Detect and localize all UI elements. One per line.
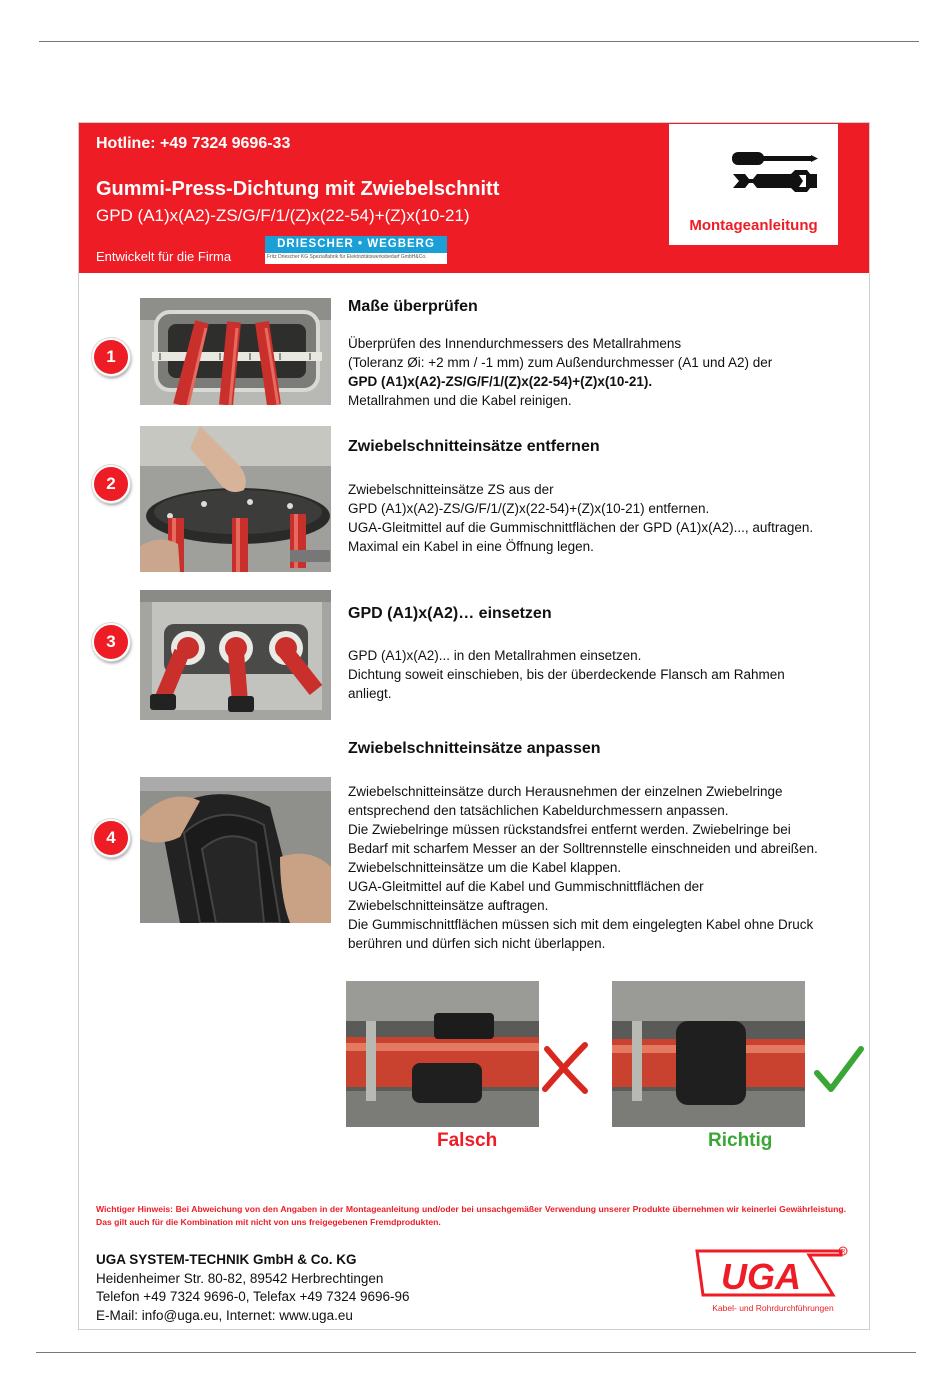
step-1-line: (Toleranz Øi: +2 mm / -1 mm) zum Außendurchmesser (A1 und A2) der xyxy=(348,355,773,370)
green-check-icon xyxy=(813,1045,865,1095)
uga-logo-tagline: Kabel- und Rohrdurchführungen xyxy=(712,1303,834,1313)
step-number-4: 4 xyxy=(92,819,130,857)
partner-logo xyxy=(265,236,447,264)
step-2-line: Zwiebelschnitteinsätze ZS aus der xyxy=(348,482,554,497)
step-3-line: Dichtung soweit einschieben, bis der überdeckende Flansch am Rahmen xyxy=(348,667,785,682)
step-4-line: Die Zwiebelringe müssen rückstandsfrei entfernt werden. Zwiebelringe bei xyxy=(348,822,791,837)
uga-logo-text: UGA xyxy=(721,1256,801,1297)
warranty-notice: Wichtiger Hinweis: Bei Abweichung von den Angaben in der Montageanleitung und/oder bei unsachgemäßer Verwendung unserer Produkte übernehmen wir keinerlei Gewährleistung. Das gilt auch für die Kombination mit nicht von uns freigegebenen Fremdprodukten. xyxy=(96,1204,846,1227)
step-4-line: Zwiebelschnitteinsätze auftragen. xyxy=(348,898,549,913)
company-contact xyxy=(96,1251,410,1325)
company-web: E-Mail: info@uga.eu, Internet: www.uga.eu xyxy=(96,1307,353,1323)
step-1-line: Überprüfen des Innendurchmessers des Metallrahmens xyxy=(348,336,682,351)
step-4-line: Bedarf mit scharfem Messer an der Solltrennstelle einschneiden und abreißen. xyxy=(348,841,818,856)
step-4-text xyxy=(348,782,873,953)
top-rule xyxy=(39,41,919,42)
assembly-guide-badge xyxy=(669,124,838,245)
assembly-guide-label: Montageanleitung xyxy=(689,217,818,234)
step-4-line: berühren und dürfen sich nicht überlappen. xyxy=(348,936,606,951)
partner-tagline: Fritz Driescher KG Spezialfabrik für Elektrizitätswerksbedarf GmbH&Co. xyxy=(267,254,427,260)
screwdriver-wrench-icon xyxy=(731,144,819,200)
step-1-photo xyxy=(140,298,331,405)
step-4-photo xyxy=(140,777,331,923)
developed-for-label: Entwickelt für die Firma xyxy=(96,249,232,264)
document-title: Gummi-Press-Dichtung mit Zwiebelschnitt xyxy=(96,178,500,200)
step-3-line: anliegt. xyxy=(348,686,392,701)
step-4-line: Zwiebelschnitteinsätze um die Kabel klappen. xyxy=(348,860,622,875)
bottom-rule xyxy=(36,1352,916,1353)
product-code: GPD (A1)x(A2)-ZS/G/F/1/(Z)x(22-54)+(Z)x(10-21) xyxy=(96,206,470,225)
svg-text:R: R xyxy=(841,1249,846,1256)
step-number-1: 1 xyxy=(92,338,130,376)
hotline: Hotline: +49 7324 9696-33 xyxy=(96,135,291,152)
instruction-sheet xyxy=(78,122,870,1330)
red-cross-icon xyxy=(541,1041,589,1095)
header-banner xyxy=(79,123,869,273)
right-example-photo xyxy=(612,981,805,1127)
step-2-photo xyxy=(140,426,331,572)
right-label: Richtig xyxy=(708,1130,773,1151)
wrong-example-photo xyxy=(346,981,539,1127)
step-number-3: 3 xyxy=(92,623,130,661)
step-1-text xyxy=(348,334,873,410)
step-number-2: 2 xyxy=(92,465,130,503)
company-name: UGA SYSTEM-TECHNIK GmbH & Co. KG xyxy=(96,1252,357,1267)
step-3-photo xyxy=(140,590,331,720)
step-2-line: GPD (A1)x(A2)-ZS/G/F/1/(Z)x(22-54)+(Z)x(10-21) entfernen. xyxy=(348,501,710,516)
uga-logo xyxy=(693,1245,853,1313)
step-1-title: Maße überprüfen xyxy=(348,298,478,315)
step-2-line: UGA-Gleitmittel auf die Gummischnittflächen der GPD (A1)x(A2)..., auftragen. xyxy=(348,520,814,535)
step-4-line: entsprechend den tatsächlichen Kabeldurchmessern anpassen. xyxy=(348,803,729,818)
step-4-title: Zwiebelschnitteinsätze anpassen xyxy=(348,740,601,757)
step-4-line: Die Gummischnittflächen müssen sich mit dem eingelegten Kabel ohne Druck xyxy=(348,917,814,932)
company-phone: Telefon +49 7324 9696-0, Telefax +49 7324 9696-96 xyxy=(96,1289,410,1304)
step-3-text xyxy=(348,646,873,703)
step-1-line: GPD (A1)x(A2)-ZS/G/F/1/(Z)x(22-54)+(Z)x(10-21). xyxy=(348,374,653,389)
step-2-text xyxy=(348,480,873,556)
step-2-line: Maximal ein Kabel in eine Öffnung legen. xyxy=(348,539,594,554)
step-3-title: GPD (A1)x(A2)… einsetzen xyxy=(348,605,552,622)
step-2-title: Zwiebelschnitteinsätze entfernen xyxy=(348,438,600,455)
partner-name: DRIESCHER • WEGBERG xyxy=(265,236,447,253)
step-1-line: Metallrahmen und die Kabel reinigen. xyxy=(348,393,572,408)
step-4-line: UGA-Gleitmittel auf die Kabel und Gummischnittflächen der xyxy=(348,879,704,894)
step-3-line: GPD (A1)x(A2)... in den Metallrahmen einsetzen. xyxy=(348,648,642,663)
wrong-label: Falsch xyxy=(437,1130,498,1151)
step-4-line: Zwiebelschnitteinsätze durch Herausnehmen der einzelnen Zwiebelringe xyxy=(348,784,783,799)
company-address: Heidenheimer Str. 80-82, 89542 Herbrechtingen xyxy=(96,1270,384,1286)
